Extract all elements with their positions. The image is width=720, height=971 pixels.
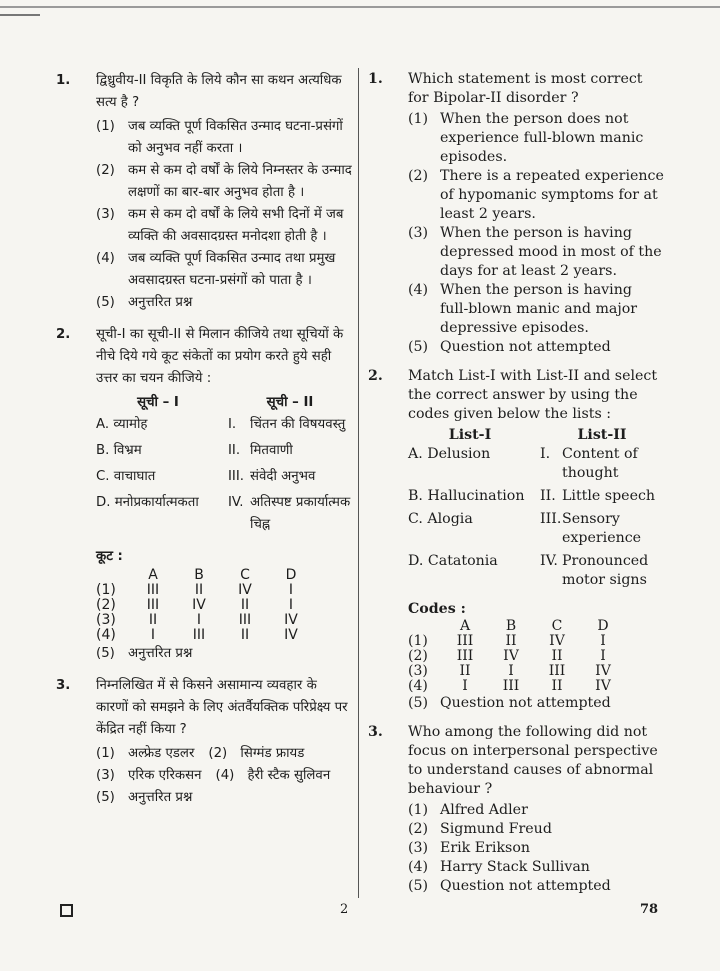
codes-row (96, 598, 314, 613)
option-text: अनुत्तरित प्रश्न (128, 790, 193, 805)
option-number: (4) (408, 859, 429, 875)
option (96, 248, 352, 292)
list2-text: Pronounced motor signs (562, 553, 649, 588)
option-number: (4) (408, 282, 429, 298)
question-1-english (368, 70, 664, 357)
question-3-hindi (56, 675, 352, 809)
roman-numeral: I. (228, 417, 237, 432)
codes-header-row (96, 568, 314, 583)
option-text: Harry Stack Sullivan (440, 859, 590, 875)
option (216, 765, 331, 787)
code-cell: I (600, 648, 606, 664)
option-number: (3) (408, 225, 429, 241)
match-lists (96, 392, 352, 540)
option-text: अनुत्तरित प्रश्न (128, 295, 193, 310)
code-head: C (551, 618, 563, 634)
question-number: 1. (368, 71, 383, 87)
option-text: Erik Erikson (440, 840, 531, 856)
list1-item: B. Hallucination (408, 488, 525, 504)
code-cell: IV (192, 597, 206, 613)
question-number: 3. (56, 678, 71, 693)
code-cell: I (288, 597, 294, 613)
corner-mark (0, 0, 40, 16)
option-number: (5) (408, 339, 429, 355)
code-cell: III (238, 612, 252, 628)
list2-item (228, 440, 352, 462)
code-cell: IV (595, 663, 611, 679)
codes-row (96, 583, 314, 598)
list1-item: C. Alogia (408, 511, 473, 527)
list2-text: Content of thought (562, 446, 638, 481)
option (208, 743, 304, 765)
roman-numeral: IV. (228, 495, 244, 510)
option (408, 858, 664, 877)
list2-item (540, 487, 664, 506)
code-cell: II (194, 582, 204, 598)
option-text: When the person is having depressed mood in most of the days for at least 2 years. (440, 225, 662, 279)
option-text: Alfred Adler (440, 802, 528, 818)
hindi-column (56, 70, 352, 819)
codes-header-row (408, 619, 626, 634)
codes-title: कूट : (96, 549, 123, 564)
codes-table (408, 619, 626, 694)
code-cell: IV (284, 627, 298, 643)
code-cell: I (150, 627, 156, 643)
code-head: C (240, 567, 250, 583)
question-stem: Who among the following did not focus on interpersonal perspective to understand causes of abnormal behaviour ? (408, 724, 658, 797)
roman-numeral: III. (228, 469, 244, 484)
option-text: कम से कम दो वर्षों के लिये निम्नस्तर के उन्माद लक्षणों का बार-बार अनुभव होता है । (128, 163, 352, 200)
option (96, 116, 352, 160)
list2-text: चिंतन की विषयवस्तु (250, 417, 346, 432)
option-text: There is a repeated experience of hypomanic symptoms for at least 2 years. (440, 168, 664, 222)
option-number: (5) (408, 695, 429, 711)
question-number: 2. (368, 368, 383, 384)
code-head: B (194, 567, 204, 583)
option (408, 801, 664, 820)
option-number: (5) (96, 790, 115, 805)
question-3-english (368, 723, 664, 896)
option-text: When the person is having full-blown manic and major depressive episodes. (440, 282, 638, 336)
code-cell: III (456, 633, 474, 649)
list2-text: मितवाणी (250, 443, 293, 458)
question-1-hindi (56, 70, 352, 314)
option-row (96, 743, 352, 765)
codes-table (96, 568, 314, 643)
option (408, 820, 664, 839)
list1-item: D. मनोप्रकार्यात्मकता (96, 495, 199, 510)
code-cell: III (192, 627, 206, 643)
page-code: 78 (640, 902, 659, 917)
question-2-english (368, 367, 664, 713)
roman-numeral: II. (228, 443, 241, 458)
code-head: D (285, 567, 297, 583)
option-text: हैरी स्टैक सुलिवन (247, 768, 331, 783)
option-number: (2) (408, 168, 429, 184)
list2-item (540, 445, 664, 483)
code-cell: I (508, 663, 514, 679)
list1-item: D. Catatonia (408, 553, 498, 569)
code-number: (1) (96, 582, 116, 598)
code-cell: III (456, 648, 474, 664)
option-text: अल्फ्रेड एडलर (128, 746, 195, 761)
code-head: A (459, 618, 471, 634)
option (96, 743, 194, 765)
code-cell: IV (284, 612, 298, 628)
list2-heading: List-II (577, 427, 627, 443)
question-stem: सूची-I का सूची-II से मिलान कीजिये तथा सूचियों के नीचे दिये गये कूट संकेतों का प्रयोग करते हुये सही उत्तर का चयन कीजिये : (96, 327, 344, 386)
option-number: (1) (408, 802, 429, 818)
question-stem: द्विध्रुवीय-II विकृति के लिये कौन सा कथन अत्यधिक सत्य है ? (96, 73, 342, 110)
option (408, 839, 664, 858)
question-2-hindi (56, 324, 352, 665)
code-cell: IV (503, 648, 519, 664)
option (96, 160, 352, 204)
match-lists (408, 426, 664, 594)
option-text: Question not attempted (440, 339, 611, 355)
code-number: (4) (96, 627, 116, 643)
option-text: जब व्यक्ति पूर्ण विकसित उन्माद घटना-प्रसंगों को अनुभव नहीं करता । (128, 119, 343, 156)
option-number: (3) (96, 207, 115, 222)
question-number: 3. (368, 724, 383, 740)
option (408, 110, 664, 167)
option (408, 694, 664, 713)
list1-heading: सूची – I (137, 395, 179, 410)
option-number: (3) (96, 768, 115, 783)
option-row (96, 765, 352, 787)
question-number: 1. (56, 73, 71, 88)
option-text: Sigmund Freud (440, 821, 552, 837)
option (408, 224, 664, 281)
option (408, 338, 664, 357)
code-cell: II (240, 597, 250, 613)
question-stem: Which statement is most correct for Bipolar-II disorder ? (408, 71, 643, 106)
list1-item: B. विभ्रम (96, 443, 142, 458)
list1-item: A. व्यामोह (96, 417, 148, 432)
option-text: Question not attempted (440, 878, 611, 894)
code-cell: I (600, 633, 606, 649)
option (96, 292, 352, 314)
list2-text: Sensory experience (562, 511, 642, 546)
option (96, 643, 352, 665)
option-number: (2) (96, 163, 115, 178)
code-cell: III (146, 597, 160, 613)
option-number: (5) (408, 878, 429, 894)
top-rule (0, 6, 720, 8)
code-cell: IV (238, 582, 252, 598)
option-text: एरिक एरिकसन (128, 768, 202, 783)
code-cell: II (459, 663, 471, 679)
question-stem: निम्नलिखित में से किसने असामान्य व्यवहार के कारणों को समझने के लिए अंतर्वैयक्तिक परिप्रेक्ष्य पर केंद्रित नहीं किया ? (96, 678, 348, 737)
code-number: (4) (408, 678, 428, 694)
option-number: (2) (208, 746, 228, 761)
code-head: A (148, 567, 158, 583)
list1-heading: List-I (448, 427, 492, 443)
list2-heading: सूची – II (266, 395, 314, 410)
code-cell: III (146, 582, 160, 598)
option-number: (4) (96, 251, 115, 266)
column-divider (358, 68, 359, 898)
option-text: When the person does not experience full-blown manic episodes. (440, 111, 644, 165)
code-number: (3) (408, 663, 428, 679)
option-number: (5) (96, 295, 115, 310)
roman-numeral: I. (540, 446, 551, 462)
list2-text: संवेदी अनुभव (250, 469, 316, 484)
option-number: (1) (408, 111, 429, 127)
list2-item (228, 492, 352, 536)
list2-item (540, 510, 664, 548)
option-number: (4) (215, 768, 235, 783)
code-number: (3) (96, 612, 116, 628)
question-stem: Match List-I with List-II and select the correct answer by using the codes given below the lists : (408, 368, 658, 422)
option-number: (2) (408, 821, 429, 837)
list2-text: Little speech (562, 488, 656, 504)
english-column (368, 70, 664, 906)
option-text: कम से कम दो वर्षों के लिये सभी दिनों में जब व्यक्ति की अवसादग्रस्त मनोदशा होती है । (128, 207, 344, 244)
roman-numeral: II. (540, 488, 556, 504)
code-cell: II (505, 633, 517, 649)
list1-item: C. वाचाघात (96, 469, 156, 484)
roman-numeral: III. (540, 511, 562, 527)
option (96, 765, 202, 787)
codes-row (96, 613, 314, 628)
codes-row (408, 664, 626, 679)
code-cell: II (551, 648, 563, 664)
code-head: D (597, 618, 609, 634)
code-cell: II (240, 627, 250, 643)
option-text: Question not attempted (440, 695, 611, 711)
list2-item (228, 466, 352, 488)
code-cell: I (196, 612, 202, 628)
code-cell: II (148, 612, 158, 628)
code-cell: I (462, 678, 468, 694)
option-number: (1) (96, 119, 115, 134)
list2-text: अतिस्पष्ट प्रकार्यात्मक चिह्न (250, 495, 351, 532)
list1-item: A. Delusion (408, 446, 491, 462)
option-text: अनुत्तरित प्रश्न (128, 646, 193, 661)
codes-row (96, 628, 314, 643)
codes-title: Codes : (408, 601, 466, 617)
code-cell: IV (595, 678, 611, 694)
code-cell: III (548, 663, 566, 679)
code-cell: I (288, 582, 294, 598)
option-text: जब व्यक्ति पूर्ण विकसित उन्माद तथा प्रमुख अवसादग्रस्त घटना-प्रसंगों को पाता है । (128, 251, 336, 288)
option-number: (5) (96, 646, 115, 661)
code-number: (1) (408, 633, 428, 649)
option (408, 281, 664, 338)
square-mark-icon (60, 904, 73, 917)
page-number: 2 (340, 902, 349, 917)
option-number: (3) (408, 840, 429, 856)
option (408, 167, 664, 224)
option (408, 877, 664, 896)
codes-row (408, 649, 626, 664)
code-number: (2) (96, 597, 116, 613)
option-number: (1) (96, 746, 115, 761)
roman-numeral: IV. (540, 553, 558, 569)
question-number: 2. (56, 327, 71, 342)
option (96, 787, 352, 809)
option (96, 204, 352, 248)
codes-row (408, 679, 626, 694)
code-cell: IV (549, 633, 565, 649)
codes-row (408, 634, 626, 649)
list2-item (540, 552, 664, 590)
code-number: (2) (408, 648, 428, 664)
code-cell: II (551, 678, 563, 694)
code-head: B (505, 618, 517, 634)
option-text: सिग्मंड फ्रायड (240, 746, 305, 761)
list2-item (228, 414, 352, 436)
code-cell: III (502, 678, 520, 694)
